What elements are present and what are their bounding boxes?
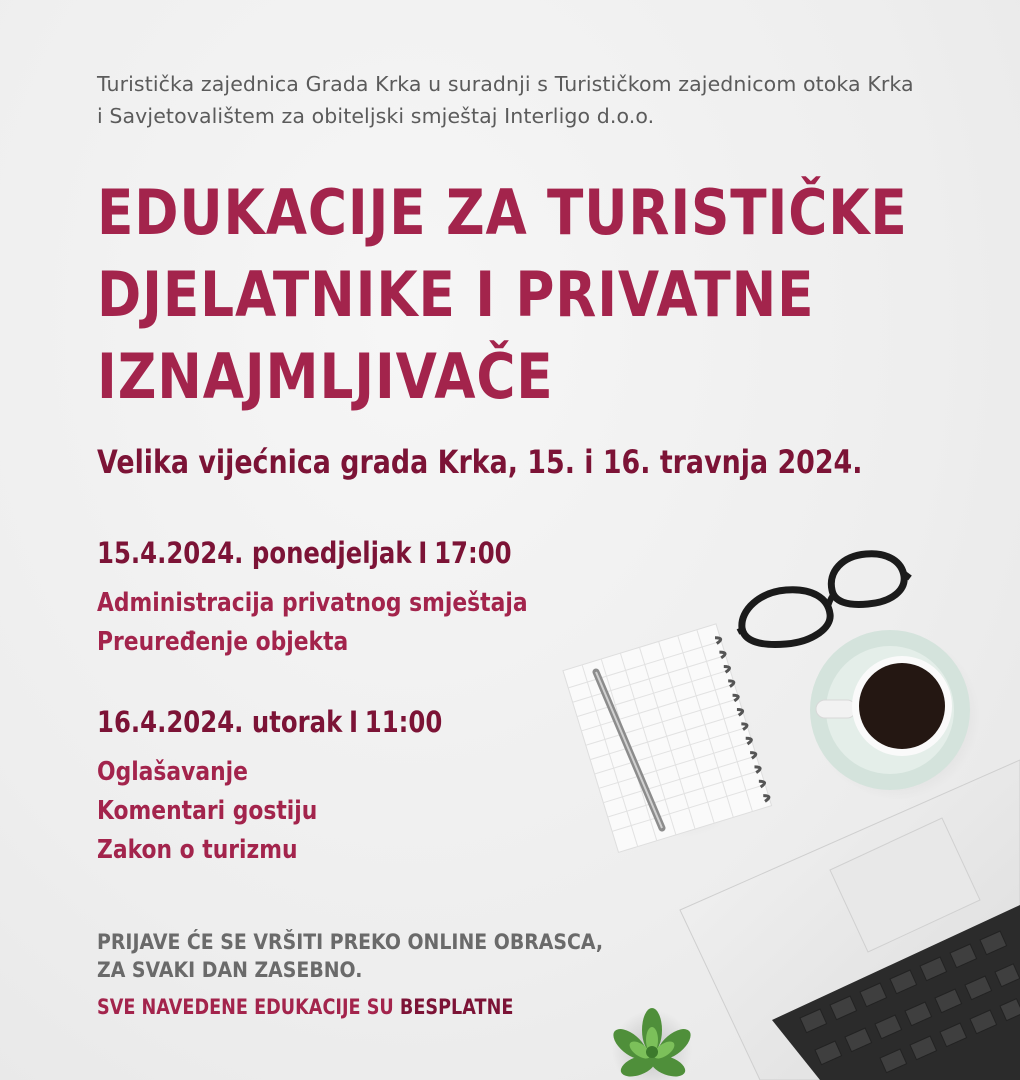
title-line-1: EDUKACIJE ZA TURISTIČKE bbox=[97, 176, 908, 249]
day-time: 17:00 bbox=[434, 536, 512, 570]
topic-list bbox=[97, 753, 508, 870]
day-time: 11:00 bbox=[364, 705, 443, 739]
venue-date: Velika vijećnica grada Krka, 15. i 16. travnja 2024. bbox=[97, 443, 863, 481]
glasses-icon bbox=[738, 554, 910, 645]
intro-line-2: i Savjetovalištem za obiteljski smještaj Interligo d.o.o. bbox=[97, 104, 655, 128]
free-highlight: BESPLATNE bbox=[399, 995, 514, 1019]
topic-item: Zakon o turizmu bbox=[97, 835, 298, 865]
notice-line-2: ZA SVAKI DAN ZASEBNO. bbox=[97, 958, 363, 982]
intro-line-1: Turistička zajednica Grada Krka u suradnji s Turističkom zajednicom otoka Krka bbox=[97, 72, 914, 96]
pen-icon bbox=[596, 672, 662, 828]
day-separator: I bbox=[348, 705, 359, 739]
day-separator: I bbox=[418, 536, 428, 570]
day-block-2 bbox=[97, 705, 508, 870]
laptop-icon bbox=[680, 760, 1020, 1080]
topic-list bbox=[97, 584, 610, 662]
notice-line-1: PRIJAVE ĆE SE VRŠITI PREKO ONLINE OBRASCA, bbox=[97, 930, 604, 954]
coffee-cup-icon bbox=[810, 630, 980, 800]
free-notice bbox=[97, 995, 513, 1019]
topic-item: Preuređenje objekta bbox=[97, 627, 349, 657]
day-block-1 bbox=[97, 536, 610, 662]
title-line-3: IZNAJMLJIVAČE bbox=[97, 340, 554, 413]
topic-item: Administracija privatnog smještaja bbox=[97, 588, 528, 618]
day-heading bbox=[97, 705, 442, 745]
day-date: 16.4.2024. utorak bbox=[97, 705, 343, 739]
topic-item: Komentari gostiju bbox=[97, 796, 318, 826]
title-line-2: DJELATNIKE I PRIVATNE bbox=[97, 258, 815, 331]
free-prefix: SVE NAVEDENE EDUKACIJE SU bbox=[97, 995, 394, 1019]
day-date: 15.4.2024. ponedjeljak bbox=[97, 536, 412, 570]
registration-notice bbox=[97, 928, 603, 984]
day-heading bbox=[97, 536, 528, 576]
page-title bbox=[97, 172, 908, 418]
organizer-intro bbox=[97, 68, 927, 132]
plant-icon bbox=[608, 1008, 695, 1080]
topic-item: Oglašavanje bbox=[97, 757, 248, 787]
